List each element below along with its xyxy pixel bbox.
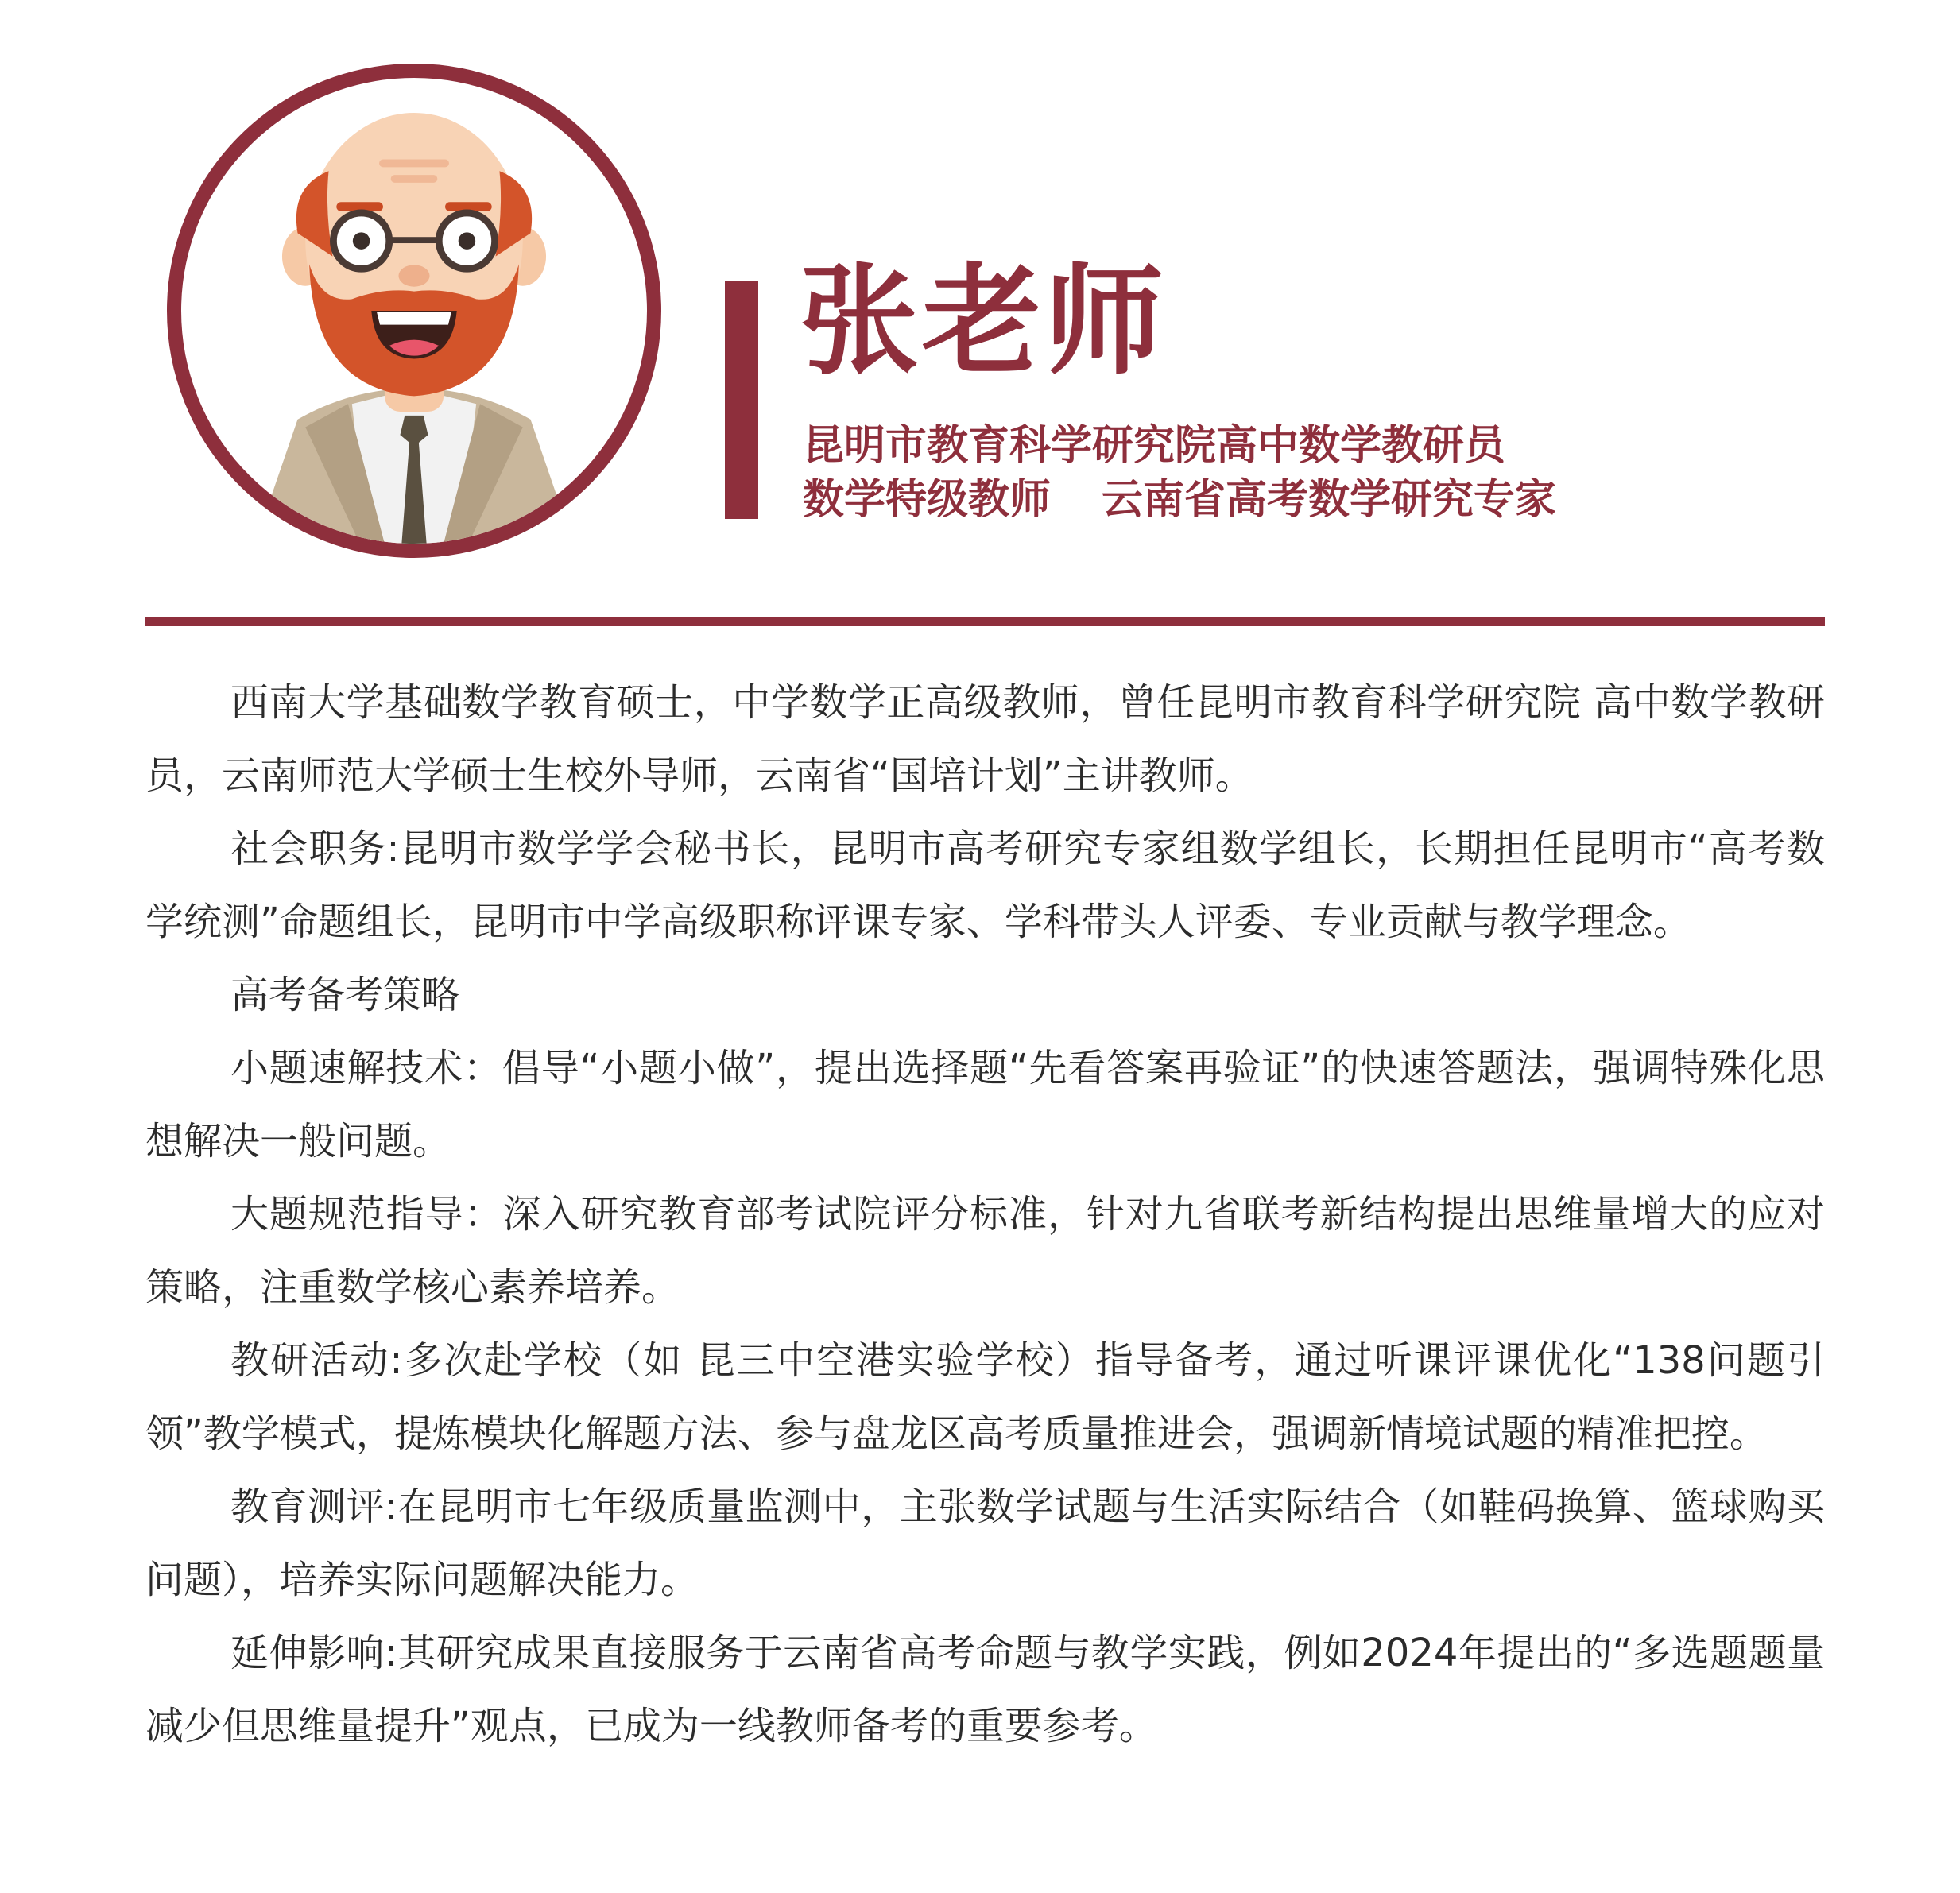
- teacher-avatar: [167, 64, 661, 558]
- bio-small-question-technique: 小题速解技术：倡导“小题小做”，提出选择题“先看答案再验证”的快速答题法，强调特殊化思想解决一般问题。: [145, 1046, 1825, 1163]
- bald-bearded-man-illustration: [181, 78, 647, 544]
- bio-education: 西南大学基础数学教育硕士，中学数学正高级教师，曾任昆明市教育科学研究院 高中数学教研员，云南师范大学硕士生校外导师，云南省“国培计划”主讲教师。: [145, 680, 1825, 798]
- section-divider: [145, 617, 1825, 626]
- bio-major-question-guidance: 大题规范指导：深入研究教育部考试院评分标准，针对九省联考新结构提出思维量增大的应对策略，注重数学核心素养培养。: [145, 1192, 1825, 1310]
- bio-social-duties: 社会职务:昆明市数学学会秘书长，昆明市高考研究专家组数学组长，长期担任昆明市“高考数学统测”命题组长，昆明市中学高级职称评课专家、学科带头人评委、专业贡献与教学理念。: [145, 826, 1825, 944]
- teacher-name: 张老师: [800, 253, 1168, 391]
- accent-bar: [725, 281, 758, 519]
- bio-teaching-research: 教研活动:多次赴学校（如 昆三中空港实验学校）指导备考，通过听课评课优化“138问题引领”教学模式，提炼模块化解题方法、参与盘龙区高考质量推进会，强调新情境试题的精准把控。: [145, 1338, 1825, 1456]
- bio-assessment: 教育测评:在昆明市七年级质量监测中，主张数学试题与生活实际结合（如鞋码换算、篮球购买问题），培养实际问题解决能力。: [145, 1485, 1825, 1602]
- title-line-2: [803, 476, 1557, 524]
- bio-influence: 延伸影响:其研究成果直接服务于云南省高考命题与教学实践，例如2024年提出的“多选题题量减少但思维量提升”观点，已成为一线教师备考的重要参考。: [145, 1631, 1825, 1748]
- title-research-expert: 云南省高考数学研究专家: [1102, 476, 1557, 524]
- bio-strategy-heading: 高考备考策略: [230, 973, 460, 1017]
- biography: [145, 666, 1825, 1763]
- title-line-1: 昆明市教育科学研究院高中数学教研员: [803, 422, 1506, 470]
- title-special-teacher: 数学特级教师: [803, 476, 1052, 524]
